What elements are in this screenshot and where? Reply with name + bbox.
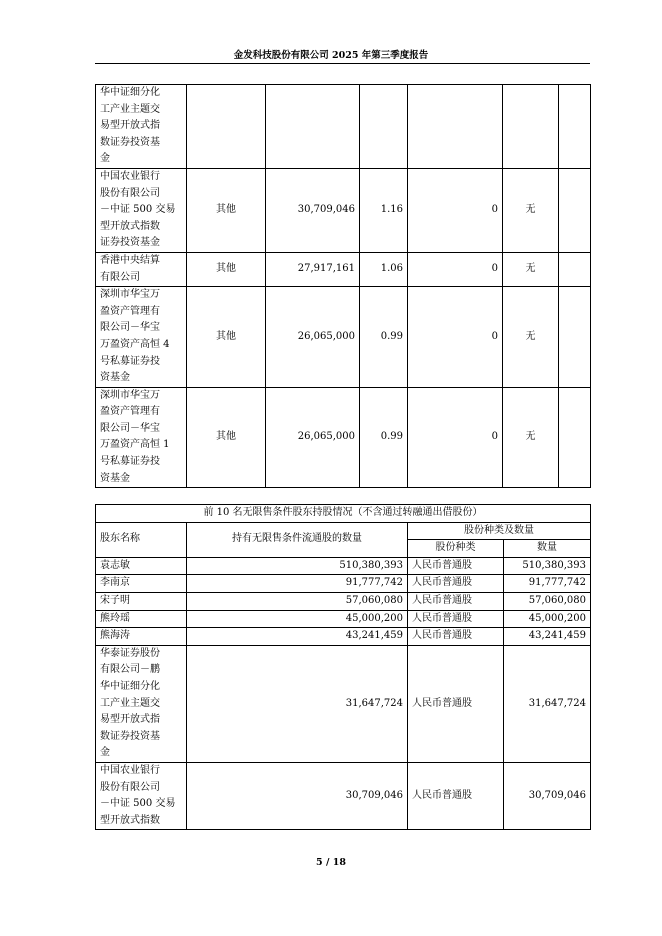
share-quantity: 57,060,080 <box>504 592 591 610</box>
header-tradable-shares: 持有无限售条件流通股的数量 <box>187 522 408 557</box>
table-row <box>96 575 591 593</box>
table-row <box>96 592 591 610</box>
shareholder-name <box>96 387 187 488</box>
shareholder-name-line: 股份有限公司 <box>100 187 160 199</box>
shareholder-name-line: 易型开放式指 <box>100 714 160 726</box>
shareholder-name-line: 袁志敏 <box>100 559 130 571</box>
shareholder-name-line: 万盈资产高恒 4 <box>100 338 170 350</box>
shareholder-name-line: 熊玲瑶 <box>100 612 130 624</box>
shareholder-name-line: 号私募证券投 <box>100 456 160 468</box>
header-share-class: 股份种类 <box>408 540 504 558</box>
pledge-status: 无 <box>503 387 559 488</box>
table-row <box>96 168 591 252</box>
pledge-status: 无 <box>503 252 559 286</box>
shareholder-nature: 其他 <box>187 168 266 252</box>
share-quantity: 30,709,046 <box>504 762 591 829</box>
shareholder-name-line: 华中证细分化 <box>100 680 160 692</box>
shareholder-nature: 其他 <box>187 252 266 286</box>
share-quantity: 31,647,724 <box>504 645 591 762</box>
pledge-quantity <box>559 387 591 488</box>
share-class: 人民币普通股 <box>408 762 504 829</box>
shareholder-nature <box>187 85 266 169</box>
shareholder-name <box>96 645 187 762</box>
pledge-status: 无 <box>503 287 559 388</box>
section-title: 前 10 名无限售条件股东持股情况（不含通过转融通出借股份） <box>96 505 591 523</box>
shareholder-name-line: 号私募证券投 <box>100 355 160 367</box>
holding-ratio: 0.99 <box>360 287 408 388</box>
pledge-quantity <box>559 287 591 388</box>
holding-ratio: 0.99 <box>360 387 408 488</box>
shareholder-name-line: 有限公司 <box>100 271 140 283</box>
shareholder-name-line: 易型开放式指 <box>100 120 160 132</box>
section-title-row <box>96 505 591 523</box>
table-row <box>96 85 591 169</box>
table-row <box>96 762 591 829</box>
shareholder-name <box>96 252 187 286</box>
tradable-shares: 57,060,080 <box>187 592 408 610</box>
holding-ratio <box>360 85 408 169</box>
shareholder-name-line: 金 <box>100 747 110 759</box>
tradable-shares: 91,777,742 <box>187 575 408 593</box>
shareholder-name-line: 金 <box>100 153 110 165</box>
table-row <box>96 287 591 388</box>
shareholder-name <box>96 85 187 169</box>
tradable-shares: 43,241,459 <box>187 628 408 646</box>
table-row <box>96 645 591 762</box>
shareholder-name-line: 股份有限公司 <box>100 781 160 793</box>
shareholder-name <box>96 557 187 575</box>
top-shareholders-table <box>95 84 591 488</box>
shares-held: 30,709,046 <box>266 168 360 252</box>
report-header: 金发科技股份有限公司 2025 年第三季度报告 <box>233 50 429 61</box>
shareholder-name-line: 型开放式指数 <box>100 814 160 826</box>
share-quantity: 43,241,459 <box>504 628 591 646</box>
table-row <box>96 387 591 488</box>
header-share-class-group: 股份种类及数量 <box>408 522 591 540</box>
shareholder-name-line: 李南京 <box>100 577 130 589</box>
shareholder-nature: 其他 <box>187 287 266 388</box>
restricted-shares <box>408 85 503 169</box>
shareholder-name-line: －中证 500 交易 <box>100 798 176 810</box>
shareholder-name-line: 香港中央结算 <box>100 254 160 266</box>
shareholder-name-line: －中证 500 交易 <box>100 204 176 216</box>
shareholder-nature: 其他 <box>187 387 266 488</box>
pledge-quantity <box>559 85 591 169</box>
pledge-quantity <box>559 168 591 252</box>
page-number: 5 / 18 <box>316 857 346 868</box>
shareholder-name-line: 深圳市华宝万 <box>100 289 160 301</box>
restricted-shares: 0 <box>408 287 503 388</box>
tradable-shares: 31,647,724 <box>187 645 408 762</box>
share-quantity: 45,000,200 <box>504 610 591 628</box>
shareholder-name <box>96 628 187 646</box>
header-row <box>96 522 591 540</box>
shareholder-name <box>96 575 187 593</box>
share-class: 人民币普通股 <box>408 628 504 646</box>
share-class: 人民币普通股 <box>408 592 504 610</box>
holding-ratio: 1.06 <box>360 252 408 286</box>
share-quantity: 510,380,393 <box>504 557 591 575</box>
shareholder-name-line: 万盈资产高恒 1 <box>100 439 170 451</box>
shares-held: 26,065,000 <box>266 387 360 488</box>
shares-held: 26,065,000 <box>266 287 360 388</box>
shareholder-name-line: 工产业主题交 <box>100 697 160 709</box>
shareholder-name <box>96 762 187 829</box>
header-shareholder-name: 股东名称 <box>96 522 187 557</box>
restricted-shares: 0 <box>408 252 503 286</box>
shareholder-name-line: 有限公司－鹏 <box>100 664 160 676</box>
shareholder-name-line: 盈资产管理有 <box>100 406 160 418</box>
table-row <box>96 557 591 575</box>
shareholder-name-line: 资基金 <box>100 472 130 484</box>
shares-held <box>266 85 360 169</box>
shareholder-name-line: 中国农业银行 <box>100 764 160 776</box>
share-class: 人民币普通股 <box>408 610 504 628</box>
shareholder-name-line: 熊海涛 <box>100 630 130 642</box>
shareholder-name-line: 深圳市华宝万 <box>100 389 160 401</box>
table-row <box>96 628 591 646</box>
holding-ratio: 1.16 <box>360 168 408 252</box>
share-class: 人民币普通股 <box>408 645 504 762</box>
table-row <box>96 610 591 628</box>
shareholder-name-line: 型开放式指数 <box>100 220 160 232</box>
share-class: 人民币普通股 <box>408 575 504 593</box>
shareholder-name-line: 限公司－华宝 <box>100 322 160 334</box>
header-share-qty: 数量 <box>504 540 591 558</box>
shareholder-name-line: 华中证细分化 <box>100 87 160 98</box>
tradable-shares: 45,000,200 <box>187 610 408 628</box>
shareholder-name-line: 数证券投资基 <box>100 136 160 148</box>
restricted-shares: 0 <box>408 387 503 488</box>
shareholder-name <box>96 592 187 610</box>
shareholder-name-line: 证券投资基金 <box>100 237 160 249</box>
share-quantity: 91,777,742 <box>504 575 591 593</box>
shareholder-name-line: 工产业主题交 <box>100 103 160 115</box>
shareholder-name-line: 资基金 <box>100 372 130 384</box>
shareholder-name-line: 盈资产管理有 <box>100 305 160 317</box>
shareholder-name <box>96 610 187 628</box>
shareholder-name <box>96 287 187 388</box>
table-row <box>96 252 591 286</box>
shares-held: 27,917,161 <box>266 252 360 286</box>
header-rule <box>95 63 590 64</box>
top-unrestricted-shareholders-table <box>95 504 591 830</box>
pledge-quantity <box>559 252 591 286</box>
shareholder-name-line: 限公司－华宝 <box>100 422 160 434</box>
shareholder-name <box>96 168 187 252</box>
pledge-status: 无 <box>503 168 559 252</box>
shareholder-name-line: 宋子明 <box>100 594 130 606</box>
shareholder-name-line: 中国农业银行 <box>100 170 160 182</box>
tradable-shares: 510,380,393 <box>187 557 408 575</box>
restricted-shares: 0 <box>408 168 503 252</box>
shareholder-name-line: 华泰证券股份 <box>100 647 160 659</box>
tradable-shares: 30,709,046 <box>187 762 408 829</box>
share-class: 人民币普通股 <box>408 557 504 575</box>
pledge-status <box>503 85 559 169</box>
shareholder-name-line: 数证券投资基 <box>100 730 160 742</box>
